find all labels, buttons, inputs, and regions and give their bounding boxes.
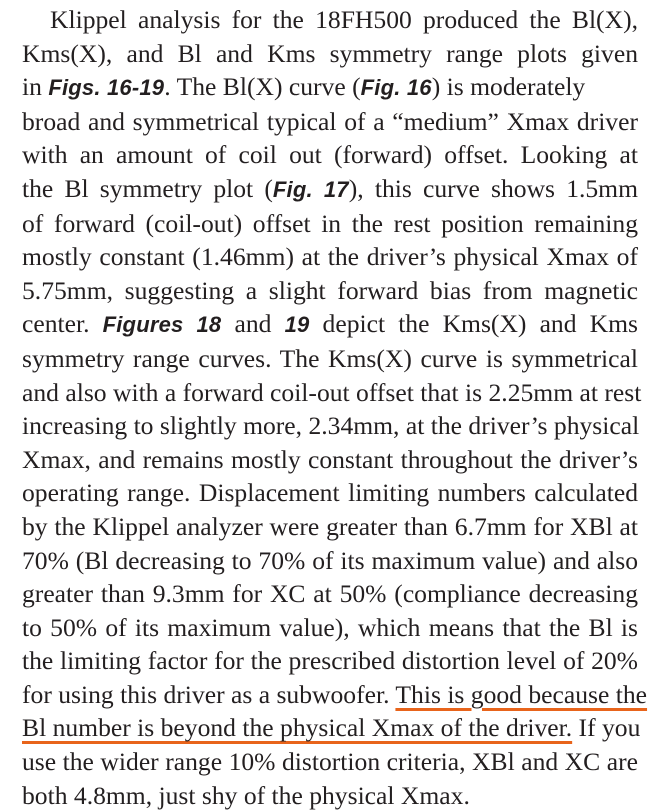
- text-line: to 50% of its maximum value), which means that the Bl is: [22, 612, 638, 642]
- text-line: Bl number is beyond the physical Xmax of the driver. If you: [22, 713, 641, 743]
- text-line: increasing to slightly more, 2.34mm, at the driver’s physical: [22, 411, 640, 441]
- text-line: by the Klippel analyzer were greater than 6.7mm for XBl at: [22, 511, 638, 541]
- text-line: 70% (Bl decreasing to 70% of its maximum value) and also: [22, 545, 638, 575]
- text-line: of forward (coil-out) offset in the rest position remaining: [22, 208, 638, 238]
- figure-reference: Figures 18: [102, 312, 222, 338]
- text-line: the Bl symmetry plot (Fig. 17), this curve shows 1.5mm: [22, 173, 639, 203]
- figure-reference: Fig. 16: [360, 75, 432, 101]
- text-line: symmetry range curves. The Kms(X) curve is symmetrical: [22, 343, 638, 373]
- text-line: operating range. Displacement limiting numbers calculated: [22, 478, 638, 508]
- text-line: mostly constant (1.46mm) at the driver’s physical Xmax of: [22, 242, 638, 272]
- text-line: Kms(X), and Bl and Kms symmetry range plots given: [22, 38, 638, 68]
- text-line: for using this driver as a subwoofer. This is good because the: [22, 679, 648, 709]
- figure-reference: Fig. 17: [272, 176, 349, 202]
- text-line: both 4.8mm, just shy of the physical Xmax.: [22, 780, 470, 810]
- figure-reference: Figs. 16-19: [48, 75, 165, 101]
- text-line: greater than 9.3mm for XC at 50% (compliance decreasing: [22, 579, 638, 609]
- text-line: 5.75mm, suggesting a slight forward bias from magnetic: [22, 275, 638, 305]
- text-line: broad and symmetrical typical of a “medium” Xmax driver: [22, 106, 638, 136]
- text-line: with an amount of coil out (forward) offset. Looking at: [22, 140, 638, 170]
- text-line: and also with a forward coil-out offset that is 2.25mm at rest: [22, 377, 642, 407]
- article-paragraph: [22, 3, 648, 812]
- highlighted-sentence: This is good because the: [395, 679, 648, 709]
- highlighted-sentence: Bl number is beyond the physical Xmax of the driver.: [22, 713, 573, 743]
- text-line: the limiting factor for the prescribed distortion level of 20%: [22, 646, 638, 676]
- text-line: Klippel analysis for the 18FH500 produced the Bl(X),: [50, 5, 638, 34]
- text-line: Xmax, and remains mostly constant throughout the driver’s: [22, 444, 638, 474]
- figure-reference: 19: [284, 312, 310, 338]
- text-line: center. Figures 18 and 19 depict the Kms(X) and Kms: [22, 309, 638, 339]
- text-line: in Figs. 16-19. The Bl(X) curve (Fig. 16) is moderately: [22, 72, 586, 102]
- text-line: use the wider range 10% distortion criteria, XBl and XC are: [22, 747, 638, 777]
